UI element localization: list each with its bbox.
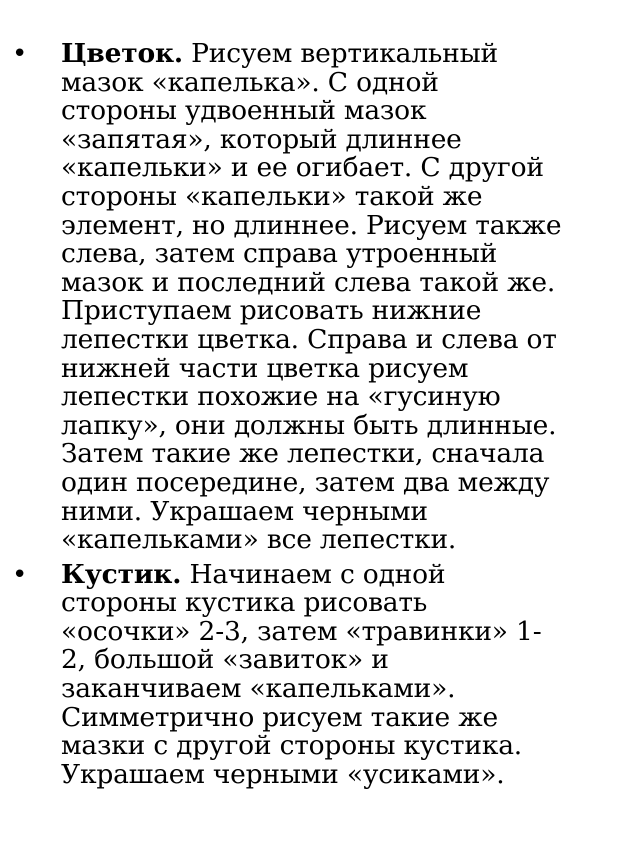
text-line: стороны удвоенный мазок bbox=[61, 95, 427, 127]
text-segment: Начинаем с одной bbox=[181, 558, 446, 590]
text-line: слева, затем справа утроенный bbox=[61, 238, 498, 270]
text-line: 2, большой «завиток» и bbox=[61, 644, 389, 676]
bullet-icon: • bbox=[12, 559, 28, 590]
text-line bbox=[61, 558, 634, 590]
text-line: «запятая», который длиннее bbox=[61, 123, 462, 155]
item-title: Кустик. bbox=[61, 558, 182, 590]
text-segment: Рисуем вертикальный bbox=[182, 38, 498, 69]
text-line: «капельки» и ее огибает. С другой bbox=[61, 152, 544, 184]
text-line: Симметрично рисуем такие же bbox=[61, 701, 498, 733]
text-line: мазок и последний слева такой же. bbox=[61, 266, 556, 298]
text-line: лепестки похожие на «гусиную bbox=[61, 381, 501, 413]
bullet-icon: • bbox=[12, 39, 28, 69]
text-line: стороны кустика рисовать bbox=[61, 587, 428, 619]
bullet-list bbox=[0, 40, 640, 789]
text-line: «капельками» все лепестки. bbox=[61, 524, 457, 556]
text-line: Затем такие же лепестки, сначала bbox=[61, 438, 545, 470]
text-line: ними. Украшаем черными bbox=[61, 495, 428, 527]
text-line: нижней части цветка рисуем bbox=[61, 352, 469, 384]
text-line: лепестки цветка. Справа и слева от bbox=[61, 323, 557, 355]
text-line: заканчиваем «капельками». bbox=[61, 673, 456, 705]
item-title: Цветок. bbox=[61, 38, 183, 69]
text-line: стороны «капельки» такой же bbox=[61, 180, 483, 212]
text-line: Украшаем черными «усиками». bbox=[61, 758, 505, 790]
text-line: Приступаем рисовать нижние bbox=[61, 295, 482, 327]
list-item-flower bbox=[0, 40, 640, 555]
text-line: лапку», они должны быть длинные. bbox=[61, 409, 557, 441]
text-line: «осочки» 2-3, затем «травинки» 1- bbox=[61, 615, 542, 647]
text-line: один посередине, затем два между bbox=[61, 466, 550, 498]
list-item-bush bbox=[0, 558, 640, 790]
text-line: мазки с другой стороны кустика. bbox=[61, 730, 523, 762]
text-line: мазок «капелька». С одной bbox=[61, 66, 439, 98]
text-line bbox=[61, 40, 634, 69]
text-line: элемент, но длиннее. Рисуем также bbox=[61, 209, 562, 241]
